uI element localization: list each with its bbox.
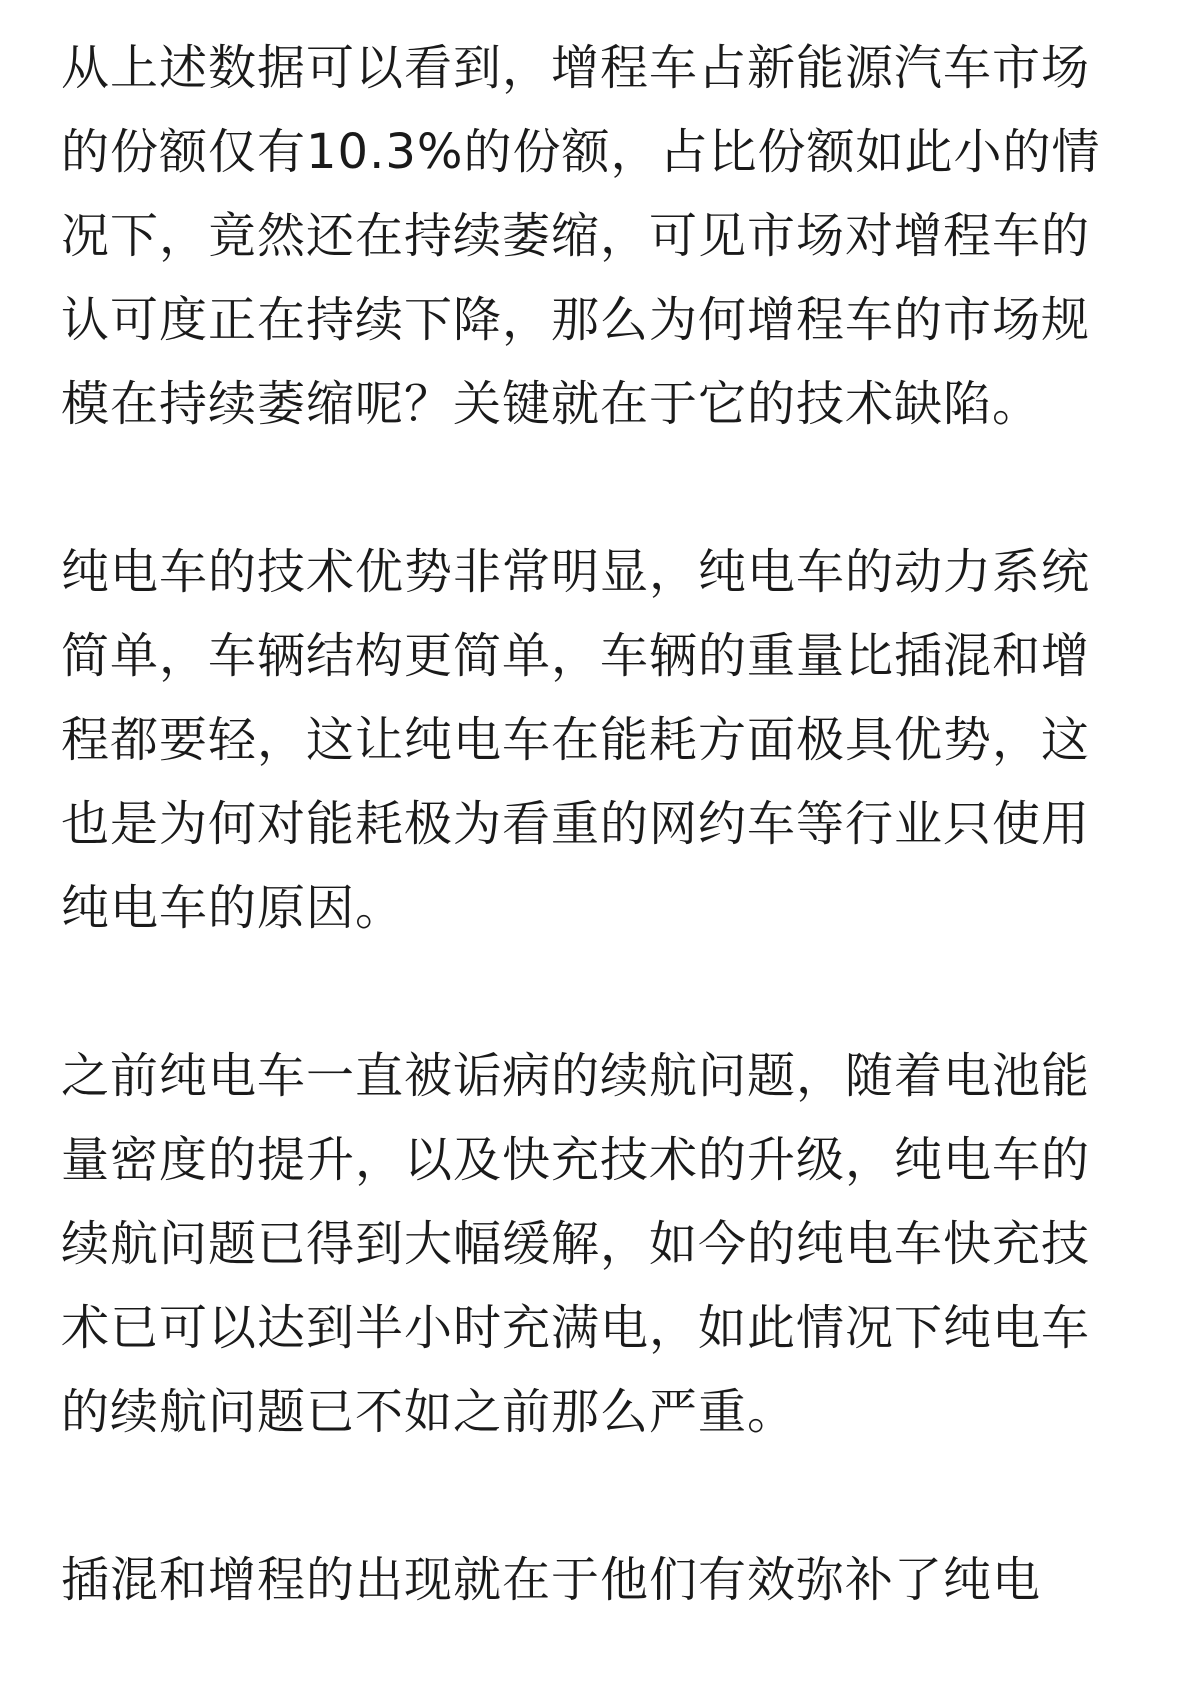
paragraph-bev-advantages: 纯电车的技术优势非常明显，纯电车的动力系统简单，车辆结构更简单，车辆的重量比插混和增程都要轻，这让纯电车在能耗方面极具优势，这也是为何对能耗极为看重的网约车等行业只使用纯电车的原因。 xyxy=(61,544,1091,936)
article-body xyxy=(61,26,1121,1706)
paragraph-phev-intro: 插混和增程的出现就在于他们有效弥补了纯电 xyxy=(61,1552,1042,1608)
paragraph-range-anxiety: 之前纯电车一直被诟病的续航问题，随着电池能量密度的提升，以及快充技术的升级，纯电车的续航问题已得到大幅缓解，如今的纯电车快充技术已可以达到半小时充满电，如此情况下纯电车的续航问题已不如之前那么严重。 xyxy=(61,1048,1091,1440)
paragraph-range-extender-market: 从上述数据可以看到，增程车占新能源汽车市场的份额仅有10.3%的份额，占比份额如此小的情况下，竟然还在持续萎缩，可见市场对增程车的认可度正在持续下降，那么为何增程车的市场规模在持续萎缩呢？关键就在于它的技术缺陷。 xyxy=(61,40,1101,432)
